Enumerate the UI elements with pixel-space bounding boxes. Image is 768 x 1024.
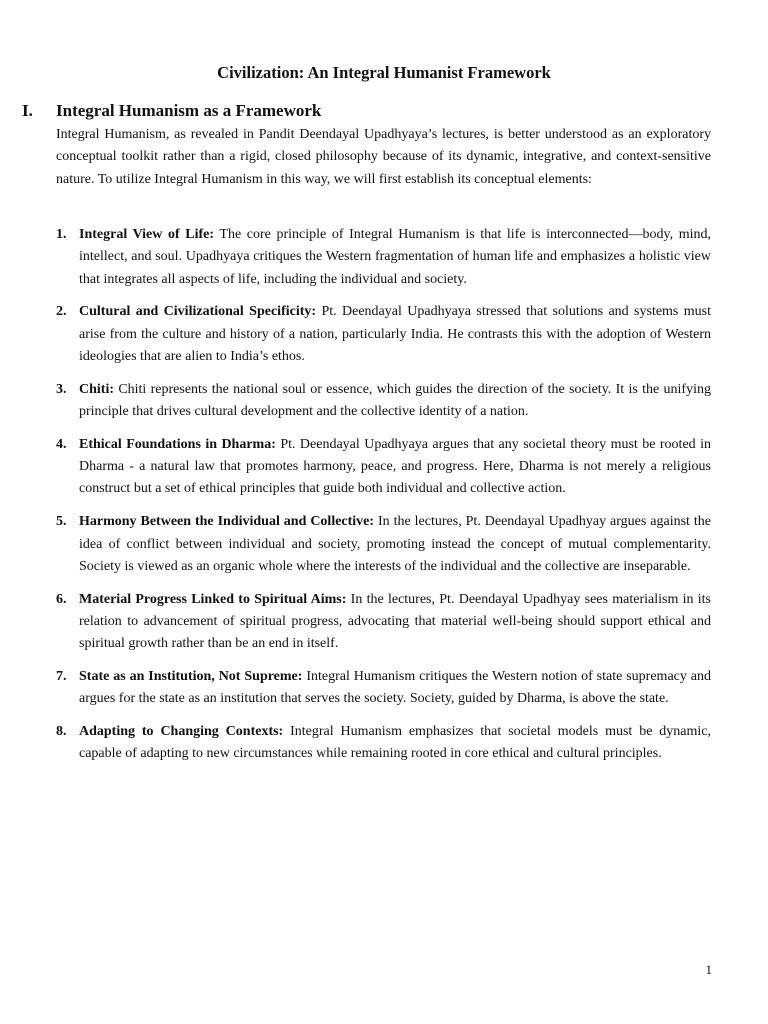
list-item-number: 4.: [56, 436, 67, 452]
conceptual-elements-list: [56, 224, 711, 776]
page-number: 1: [705, 962, 712, 977]
list-item-text: Pt. Deendayal Upadhyaya stressed that solutions and systems must arise from the culture and history of a nation, particularly India. He contrasts this with the adoption of Western ideologies that are alien to India’s ethos.: [79, 304, 711, 364]
section-intro-paragraph: Integral Humanism, as revealed in Pandit Deendayal Upadhyaya’s lectures, is better understood as an exploratory conceptual toolkit rather than a rigid, closed philosophy because of its dynamic, integrative, and context-sensitive nature. To utilize Integral Humanism in this way, we will first establish its conceptual elements:: [56, 127, 711, 187]
list-item-term: Ethical Foundations in Dharma:: [79, 436, 276, 452]
list-item: [56, 511, 711, 578]
list-item-number: 6.: [56, 591, 67, 607]
section-number: I.: [22, 101, 33, 120]
list-item-term: Harmony Between the Individual and Collective:: [79, 514, 375, 530]
list-item-text: Integral Humanism emphasizes that societal models must be dynamic, capable of adapting to new circumstances while remaining rooted in core ethical and cultural principles.: [79, 724, 711, 762]
list-item-term: Cultural and Civilizational Specificity:: [79, 304, 317, 320]
list-item: [56, 379, 711, 424]
list-item-number: 7.: [56, 669, 67, 685]
list-item-term: Integral View of Life:: [79, 227, 215, 242]
list-item: [56, 434, 711, 501]
list-item-text: Pt. Deendayal Upadhyaya argues that any societal theory must be rooted in Dharma - a natural law that promotes harmony, peace, and progress. Here, Dharma is not merely a religious construct but a set of ethical principles that guide both individual and collective action.: [79, 436, 711, 497]
list-item-number: 2.: [56, 304, 67, 320]
list-item: [56, 301, 711, 368]
list-item-number: 5.: [56, 514, 67, 530]
list-item-term: Chiti:: [79, 381, 114, 397]
list-item: [56, 666, 711, 711]
section-heading-text: Integral Humanism as a Framework: [56, 101, 322, 120]
list-item-number: 1.: [56, 227, 67, 242]
list-item-text: Integral Humanism critiques the Western notion of state supremacy and argues for the state as an institution that serves the society. Society, guided by Dharma, is above the state.: [79, 669, 711, 707]
list-item: [56, 224, 711, 291]
list-item-text: In the lectures, Pt. Deendayal Upadhyay sees materialism in its relation to advancement of spiritual progress, advocating that material well-being should support ethical and spiritual growth rather than be an end in itself.: [79, 591, 711, 652]
list-item-term: Material Progress Linked to Spiritual Aims:: [79, 591, 347, 607]
list-item: [56, 721, 711, 766]
document-title: Civilization: An Integral Humanist Framework: [217, 63, 551, 82]
list-item-number: 3.: [56, 381, 67, 397]
list-item-text: In the lectures, Pt. Deendayal Upadhyay argues against the idea of conflict between individual and society, promoting instead the concept of mutual complementarity. Society is viewed as an organic whole where the interests of the individual and the collective are inseparable.: [79, 514, 711, 574]
list-item-number: 8.: [56, 724, 67, 740]
list-item-text: The core principle of Integral Humanism is that life is interconnected—body, mind, intellect, and soul. Upadhyaya critiques the Western fragmentation of human life and emphasizes a holistic view that integrates all aspects of life, including the individual and society.: [79, 227, 712, 287]
list-item-text: Chiti represents the national soul or essence, which guides the direction of the society. It is the unifying principle that drives cultural development and the collective identity of a nation.: [79, 381, 711, 420]
list-item: [56, 589, 711, 656]
list-item-term: State as an Institution, Not Supreme:: [79, 669, 303, 685]
section-heading: [22, 100, 722, 122]
list-item-term: Adapting to Changing Contexts:: [79, 724, 284, 740]
